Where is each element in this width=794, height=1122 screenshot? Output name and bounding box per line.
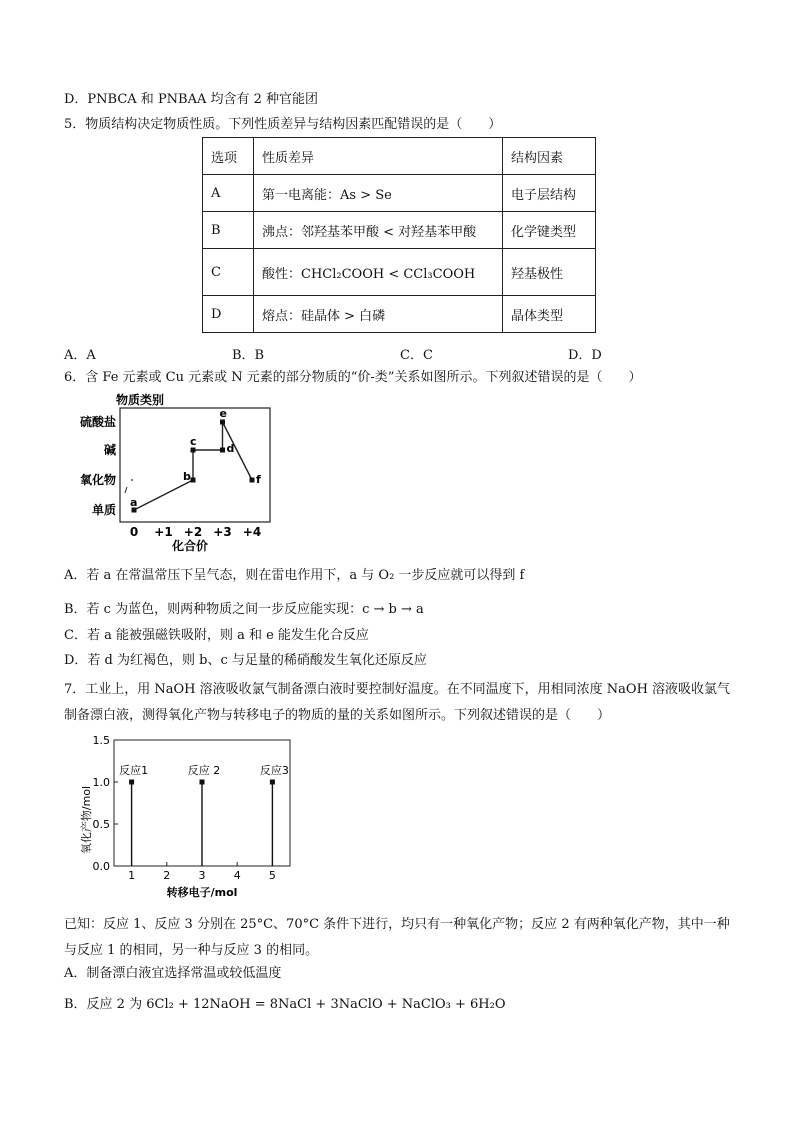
q6-y-category-label: 碱 bbox=[103, 443, 116, 457]
q6-connector-line bbox=[134, 480, 193, 510]
answer-choice-d[interactable]: D．D bbox=[568, 348, 602, 363]
table-header-cell: 性质差异 bbox=[254, 138, 503, 175]
q6-chart-stray-mark bbox=[125, 487, 127, 493]
q7-y-tick-label: 1.5 bbox=[92, 734, 110, 747]
q6-chart-ylabel: 物质类别 bbox=[116, 393, 165, 407]
table-cell: B bbox=[203, 212, 254, 249]
q7-stem: 7．工业上，用 NaOH 溶液吸收氯气制备漂白液时要控制好温度。在不同温度下，用相同浓度 NaOH 溶液吸收氯气制备漂白液，测得氧化产物与转移电子的物质的量的关系如图所示。下列叙述错误的是（ ） bbox=[64, 682, 731, 723]
table-header-row bbox=[203, 138, 596, 175]
answer-choice-a[interactable]: A．A bbox=[64, 348, 96, 363]
table-cell: C bbox=[203, 249, 254, 296]
q7-bar-marker bbox=[200, 780, 205, 785]
answer-choice-b[interactable]: B．B bbox=[232, 348, 265, 363]
q7-oxidation-product-chart bbox=[72, 728, 302, 900]
table-cell: 第一电离能：As > Se bbox=[254, 175, 503, 212]
q7-option-a: A．制备漂白液宜选择常温或较低温度 bbox=[64, 966, 282, 981]
q7-bar-label: 反应3 bbox=[259, 764, 289, 777]
q7-x-tick-label: 2 bbox=[163, 869, 171, 882]
q6-option-a: A．若 a 在常温常压下呈气态，则在雷电作用下，a 与 O₂ 一步反应就可以得到 f bbox=[64, 568, 525, 583]
q6-option-c: C．若 a 能被强磁铁吸附，则 a 和 e 能发生化合反应 bbox=[64, 628, 369, 643]
q6-x-tick-label: +4 bbox=[242, 525, 262, 539]
q7-y-tick-label: 0.5 bbox=[92, 818, 110, 831]
q6-point-label: c bbox=[190, 435, 197, 448]
q7-chart-xlabel: 转移电子/mol bbox=[166, 886, 238, 899]
q7-bar-label: 反应 2 bbox=[187, 764, 221, 777]
table-cell: 酸性：CHCl₂COOH < CCl₃COOH bbox=[254, 249, 503, 296]
q4-option-d: D．PNBCA 和 PNBAA 均含有 2 种官能团 bbox=[64, 92, 319, 107]
q6-y-category-label: 氧化物 bbox=[79, 473, 116, 487]
q6-point-d bbox=[220, 448, 225, 453]
table-row bbox=[203, 249, 596, 296]
table-cell: 沸点：邻羟基苯甲酸 < 对羟基苯甲酸 bbox=[254, 212, 503, 249]
q6-point-b bbox=[191, 478, 196, 483]
q6-point-label: d bbox=[226, 442, 235, 455]
q6-point-f bbox=[250, 478, 255, 483]
q7-x-tick-label: 3 bbox=[198, 869, 206, 882]
table-cell: 化学键类型 bbox=[503, 212, 596, 249]
q6-x-tick-label: +1 bbox=[154, 525, 173, 539]
q6-stem: 6．含 Fe 元素或 Cu 元素或 N 元素的部分物质的“价-类”关系如图所示。下列叙述错误的是（ ） bbox=[64, 370, 642, 385]
q6-point-label: b bbox=[183, 470, 191, 483]
q6-point-c bbox=[191, 448, 196, 453]
q7-known-conditions: 已知：反应 1、反应 3 分别在 25°C、70°C 条件下进行，均只有一种氧化产物；反应 2 有两种氧化产物，其中一种与反应 1 的相同，另一种与反应 3 的相同。 bbox=[64, 917, 730, 958]
q7-bar-marker bbox=[129, 780, 134, 785]
q6-chart-stray-dot bbox=[131, 479, 133, 481]
q7-bar-marker bbox=[270, 780, 275, 785]
q7-chart-ylabel: 氧化产物/mol bbox=[80, 785, 93, 855]
table-cell: D bbox=[203, 296, 254, 333]
q7-option-b: B．反应 2 为 6Cl₂ + 12NaOH = 8NaCl + 3NaClO + NaClO₃ + 6H₂O bbox=[64, 997, 506, 1012]
table-cell: 电子层结构 bbox=[503, 175, 596, 212]
q7-x-tick-label: 1 bbox=[128, 869, 136, 882]
q7-x-tick-label: 4 bbox=[233, 869, 241, 882]
table-cell: 羟基极性 bbox=[503, 249, 596, 296]
table-row bbox=[203, 296, 596, 333]
q7-y-tick-label: 1.0 bbox=[92, 776, 110, 789]
q5-table bbox=[202, 137, 596, 333]
q6-chart-xlabel: 化合价 bbox=[172, 539, 209, 553]
table-header-cell: 结构因素 bbox=[503, 138, 596, 175]
q6-y-category-label: 硫酸盐 bbox=[79, 415, 116, 429]
q7-x-tick-label: 5 bbox=[268, 869, 276, 882]
q6-x-tick-label: +2 bbox=[183, 525, 203, 539]
table-row bbox=[203, 175, 596, 212]
q6-point-label: f bbox=[256, 473, 261, 486]
q6-point-label: e bbox=[219, 407, 227, 420]
q6-x-tick-label: 0 bbox=[129, 525, 139, 539]
q6-y-category-label: 单质 bbox=[91, 503, 116, 517]
q6-option-b: B．若 c 为蓝色，则两种物质之间一步反应能实现：c → b → a bbox=[64, 602, 424, 617]
q6-option-d: D．若 d 为红褐色，则 b、c 与足量的稀硝酸发生氧化还原反应 bbox=[64, 653, 427, 668]
q6-valence-class-chart bbox=[70, 388, 280, 558]
q7-bar-label: 反应1 bbox=[119, 764, 149, 777]
q5-stem: 5．物质结构决定物质性质。下列性质差异与结构因素匹配错误的是（ ） bbox=[64, 117, 502, 132]
table-cell: 晶体类型 bbox=[503, 296, 596, 333]
q6-x-tick-label: +3 bbox=[213, 525, 232, 539]
answer-choice-c[interactable]: C．C bbox=[400, 348, 433, 363]
q7-y-tick-label: 0.0 bbox=[92, 860, 110, 873]
table-cell: A bbox=[203, 175, 254, 212]
q6-point-label: a bbox=[130, 496, 138, 509]
table-cell: 熔点：硅晶体 > 白磷 bbox=[254, 296, 503, 333]
q6-point-e bbox=[220, 420, 225, 425]
table-row bbox=[203, 212, 596, 249]
table-header-cell: 选项 bbox=[203, 138, 254, 175]
